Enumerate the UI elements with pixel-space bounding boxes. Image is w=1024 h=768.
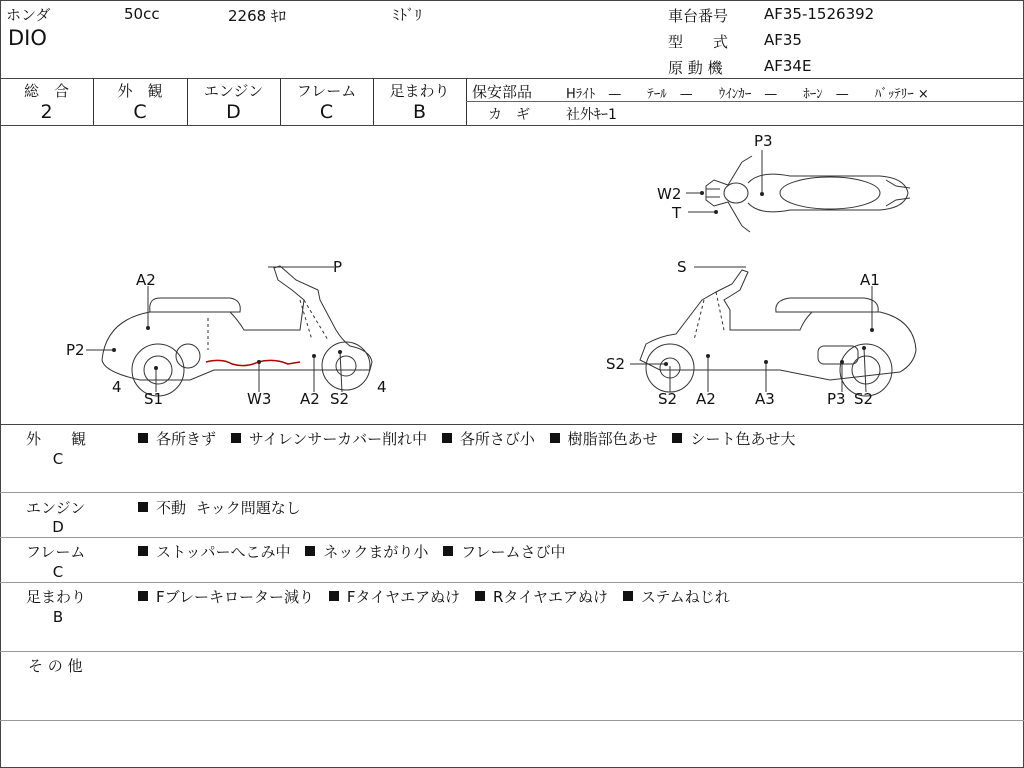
scratch-mark [206, 360, 300, 365]
grade-engine-value: D [226, 101, 241, 123]
bullet-icon [305, 546, 315, 556]
divider [0, 78, 1024, 79]
remarks-engine-grade: D [52, 518, 64, 536]
remark-item: Fタイヤエアぬけ [346, 588, 461, 606]
bullet-icon [443, 546, 453, 556]
mileage: 2268 ｷﾛ [228, 7, 286, 25]
remark-item: サイレンサーカバー削れ中 [248, 430, 428, 448]
marker-w2: W2 [657, 185, 682, 203]
marker-a2-left-bottom: A2 [300, 390, 320, 408]
divider [0, 537, 1024, 538]
remark-item: Rタイヤエアぬけ [492, 588, 609, 606]
marker-s2-right-b: S2 [854, 390, 874, 408]
marker-s2-front: S2 [606, 355, 626, 373]
frame-number-label: 車台番号 [668, 7, 729, 25]
remark-item: キック問題なし [196, 499, 301, 517]
maker: ホンダ [6, 6, 51, 24]
remark-item: 樹脂部色あせ [567, 430, 658, 448]
remark-item: 各所さび小 [459, 430, 535, 448]
remarks-exterior-grade: C [52, 450, 64, 468]
grade-exterior-label: 外 観 [117, 82, 163, 100]
bullet-icon [138, 502, 148, 512]
remarks-exterior-label: 外 観 [26, 430, 87, 448]
marker-a2-left-top: A2 [136, 271, 156, 289]
remarks-other-label: そ の 他 [28, 657, 83, 675]
remarks-suspension-grade: B [52, 608, 64, 626]
bullet-icon [138, 591, 148, 601]
remark-item: ステムねじれ [640, 588, 730, 606]
marker-a2-right: A2 [696, 390, 716, 408]
bullet-icon [329, 591, 339, 601]
remarks-suspension-items [138, 586, 740, 607]
divider [0, 424, 1024, 425]
marker-t: T [672, 204, 682, 222]
remarks-engine-items [138, 497, 311, 518]
engine-type-value: AF34E [764, 57, 812, 75]
remark-item: ストッパーへこみ中 [156, 543, 291, 561]
marker-p: P [333, 258, 343, 276]
marker-4-left: 4 [112, 378, 122, 396]
body-color: ﾐﾄﾞﾘ [392, 6, 423, 24]
marker-4-right: 4 [377, 378, 387, 396]
marker-a1: A1 [860, 271, 880, 289]
remarks-exterior-items [138, 428, 805, 449]
grade-engine-label: エンジン [203, 82, 264, 100]
scooter-top-view [706, 156, 910, 232]
bullet-icon [231, 433, 241, 443]
marker-s: S [677, 258, 687, 276]
remarks-engine-label: エンジン [26, 499, 86, 517]
marker-w3: W3 [247, 390, 272, 408]
remark-item: シート色あせ大 [690, 430, 796, 448]
marker-s1: S1 [144, 390, 164, 408]
bullet-icon [442, 433, 452, 443]
bullet-icon [623, 591, 633, 601]
marker-a3: A3 [755, 390, 775, 408]
grade-frame-label: フレーム [296, 82, 357, 100]
remark-item: 各所きず [156, 430, 217, 448]
safety-parts-items: Hﾗｲﾄ — ﾃｰﾙ — ｳｲﾝｶｰ — ﾎｰﾝ — ﾊﾞｯﾃﾘｰ × [566, 87, 929, 102]
grade-suspension-value: B [412, 101, 427, 123]
key-label: カ ギ [488, 107, 530, 123]
remark-item: ネックまがり小 [323, 543, 429, 561]
type-value: AF35 [764, 31, 802, 49]
safety-parts-label: 保安部品 [472, 83, 533, 101]
remarks-frame-label: フレーム [26, 543, 86, 561]
type-label: 型 式 [668, 33, 729, 51]
bullet-icon [138, 433, 148, 443]
marker-p2: P2 [66, 341, 85, 359]
scooter-damage-diagram [0, 126, 1024, 424]
grade-frame-value: C [319, 101, 334, 123]
divider [0, 492, 1024, 493]
marker-s2-left: S2 [330, 390, 350, 408]
engine-type-label: 原 動 機 [668, 59, 723, 77]
key-value: 社外ｷｰ1 [566, 107, 617, 123]
bullet-icon [550, 433, 560, 443]
frame-number: AF35-1526392 [764, 5, 875, 23]
remarks-frame-grade: C [52, 563, 64, 581]
remark-item: Fブレーキローター減り [156, 588, 315, 606]
marker-p3-right: P3 [827, 390, 846, 408]
divider [0, 582, 1024, 583]
remarks-suspension-label: 足まわり [26, 588, 87, 606]
marker-s2-right-a: S2 [658, 390, 678, 408]
displacement: 50cc [124, 5, 160, 23]
divider [0, 720, 1024, 721]
model-name: DIO [8, 26, 47, 50]
remark-item: フレームさび中 [461, 543, 566, 561]
marker-p3-top: P3 [754, 132, 773, 150]
grade-suspension-label: 足まわり [389, 82, 450, 100]
remark-item: 不動 [156, 499, 187, 517]
remarks-frame-items [138, 541, 576, 562]
grade-total-value: 2 [40, 101, 53, 123]
bullet-icon [138, 546, 148, 556]
bullet-icon [475, 591, 485, 601]
grade-exterior-value: C [133, 101, 147, 123]
bullet-icon [672, 433, 682, 443]
divider [0, 651, 1024, 652]
grade-total-label: 総 合 [23, 82, 69, 100]
